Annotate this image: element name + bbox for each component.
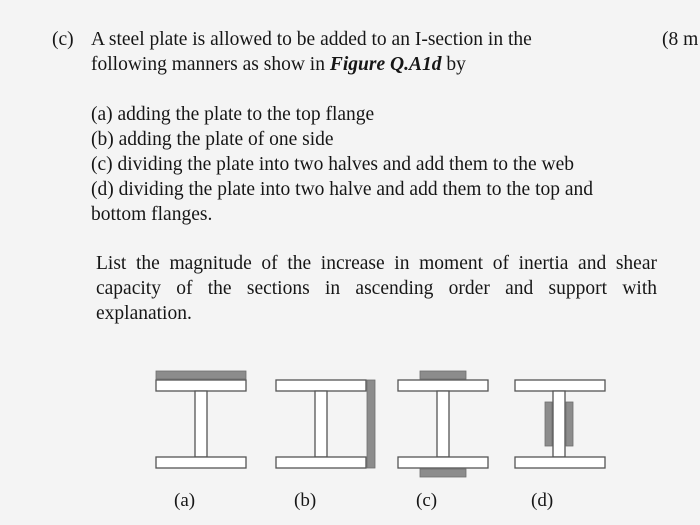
section-d-plate-left — [545, 402, 552, 446]
caption-c: (c) — [416, 490, 438, 511]
section-d-plate-right — [566, 402, 573, 446]
section-c-top-plate — [420, 371, 466, 379]
section-c-web — [437, 391, 449, 457]
section-a-bottom-flange — [156, 457, 246, 468]
section-c-bottom-plate — [420, 469, 466, 477]
section-c-top-flange — [398, 380, 488, 391]
option-a: (a) adding the plate to the top flange — [91, 104, 375, 125]
section-b-top-flange — [276, 380, 366, 391]
option-c: (c) dividing the plate into two halves and add them to the web — [91, 154, 575, 175]
section-c — [398, 371, 488, 477]
section-c-bottom-flange — [398, 457, 488, 468]
section-d-top-flange — [515, 380, 605, 391]
section-d-bottom-flange — [515, 457, 605, 468]
section-b-bottom-flange — [276, 457, 366, 468]
intro-line-1: A steel plate is allowed to be added to an I-section in the — [91, 29, 532, 50]
caption-d: (d) — [531, 490, 554, 511]
marks-label: (8 m — [662, 29, 699, 50]
caption-a: (a) — [174, 490, 196, 511]
section-a-plate — [156, 371, 246, 379]
section-d-web — [553, 391, 565, 457]
intro-line-2-pre: following manners as show in — [91, 54, 330, 75]
section-a-top-flange — [156, 380, 246, 391]
option-d-continued: bottom flanges. — [91, 204, 213, 225]
task-line-2: capacity of the sections in ascending order and support with — [96, 278, 657, 299]
section-a-web — [195, 391, 207, 457]
question-label: (c) — [52, 29, 74, 50]
option-d: (d) dividing the plate into two halve and add them to the top and — [91, 179, 594, 200]
section-b — [276, 380, 375, 468]
task-line-1: List the magnitude of the increase in moment of inertia and shear — [96, 253, 657, 274]
caption-b: (b) — [294, 490, 317, 511]
section-b-plate — [367, 380, 375, 468]
option-b: (b) adding the plate of one side — [91, 129, 334, 150]
task-line-3: explanation. — [96, 303, 192, 324]
section-d — [515, 380, 605, 468]
section-b-web — [315, 391, 327, 457]
intro-line-2-post: by — [441, 54, 466, 75]
section-a — [156, 371, 246, 468]
figure-reference: Figure Q.A1d — [329, 54, 442, 75]
